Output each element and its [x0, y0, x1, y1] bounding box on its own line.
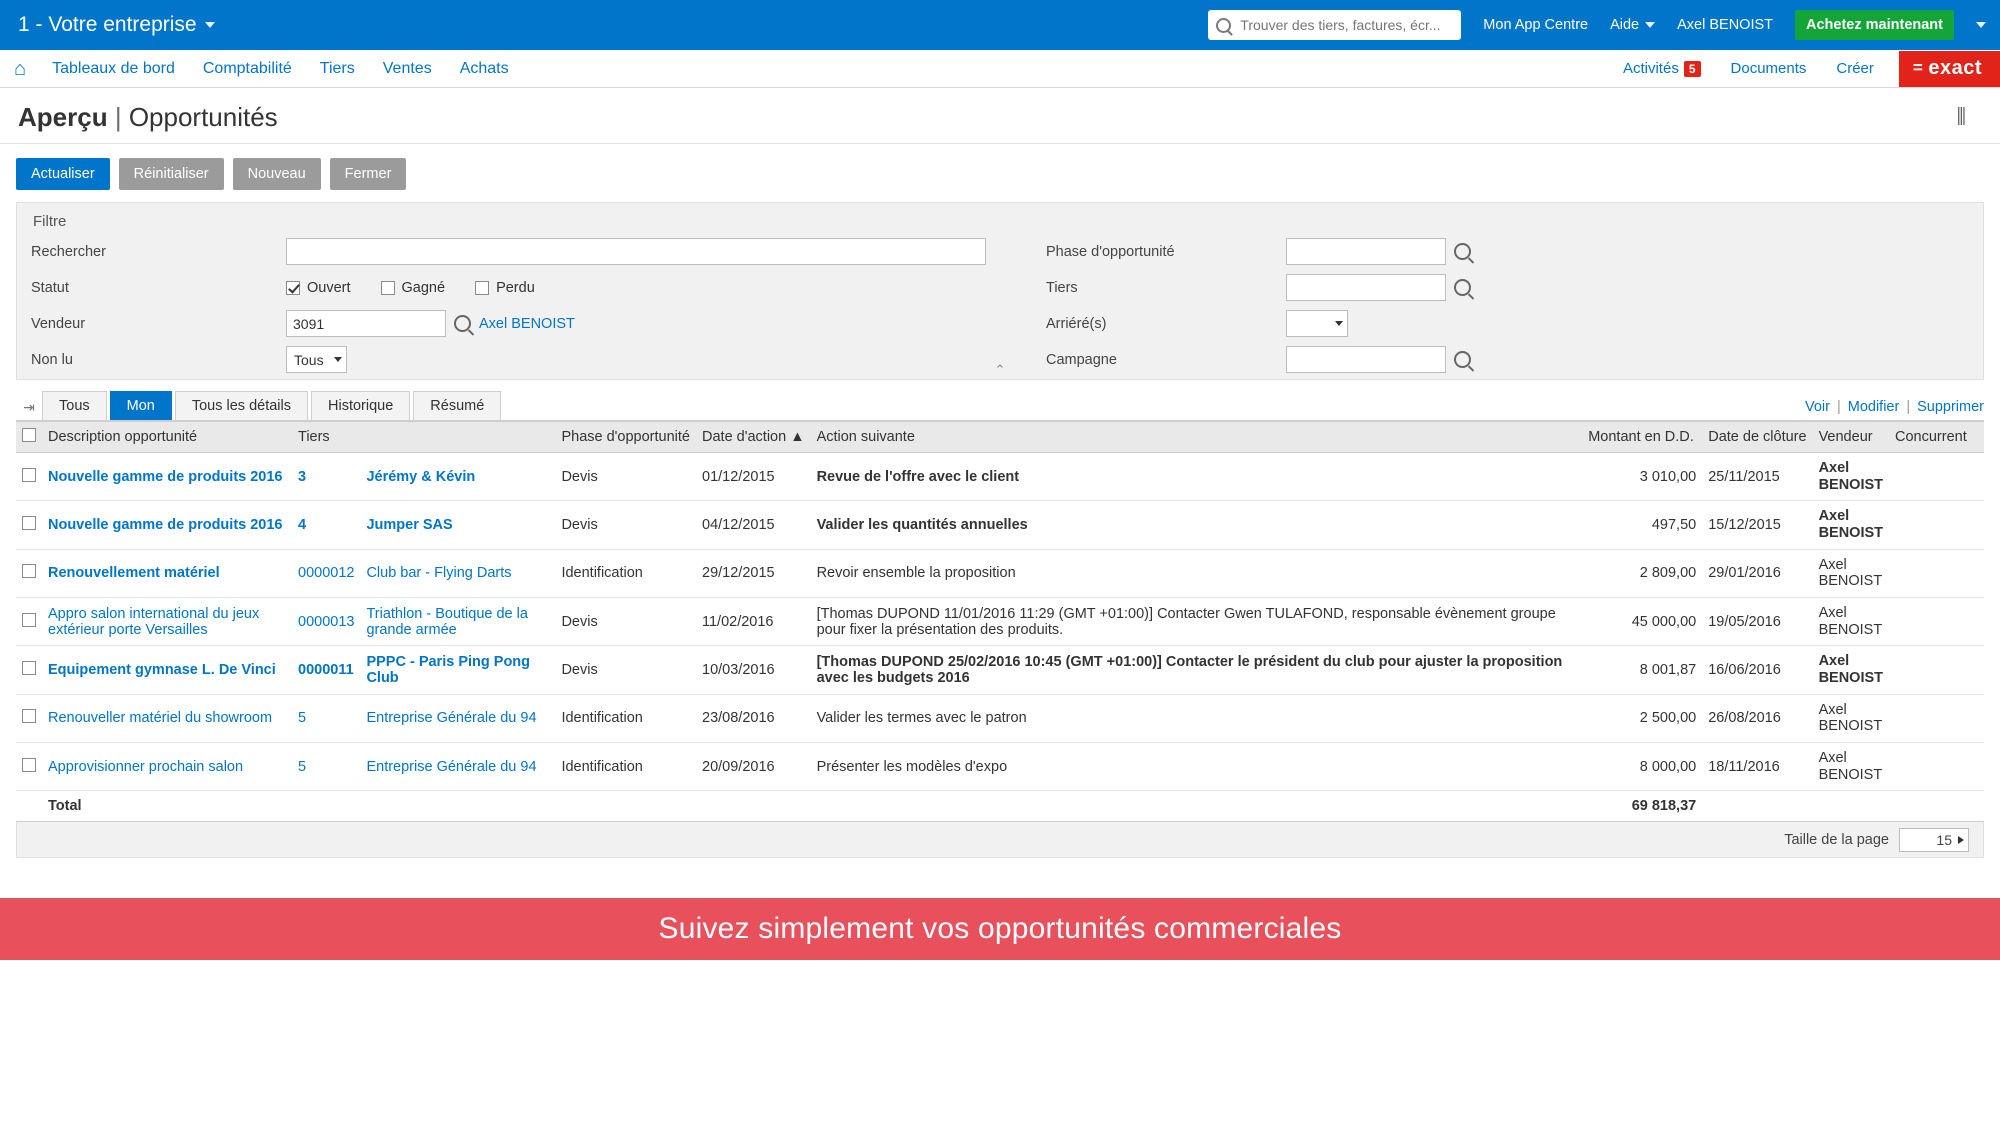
cell-next-action [811, 598, 1583, 646]
action-date-value: 23/08/2016 [702, 710, 775, 727]
cell-competitor [1889, 453, 1984, 501]
phase-value: Devis [561, 517, 598, 534]
action-date-value: 29/12/2015 [702, 565, 775, 582]
total-spacer [16, 791, 42, 822]
close-date-value: 26/08/2016 [1708, 710, 1781, 727]
party-name-link[interactable]: PPPC - Paris Ping Pong Club [366, 654, 531, 687]
col-amount[interactable]: Montant en D.D. [1582, 422, 1702, 453]
filter-overdue-select[interactable] [1286, 310, 1348, 337]
party-code-link[interactable]: 5 [298, 710, 307, 727]
global-search[interactable] [1208, 10, 1461, 40]
cell-description[interactable] [42, 743, 292, 791]
row-checkbox[interactable] [16, 549, 42, 597]
party-code-link[interactable]: 3 [298, 468, 307, 485]
cell-next-action [811, 743, 1583, 791]
cell-vendor [1813, 598, 1889, 646]
checkbox-icon[interactable] [22, 709, 36, 723]
search-icon [1216, 18, 1231, 33]
party-code-link[interactable]: 0000011 [298, 662, 354, 679]
cell-party-name[interactable] [360, 743, 555, 791]
checkbox-icon[interactable] [22, 428, 36, 442]
total-empty-1 [292, 791, 360, 822]
phase-value: Devis [561, 468, 598, 485]
party-code-link[interactable]: 0000013 [298, 613, 355, 630]
top-bar [0, 0, 2000, 50]
vendor-name-link[interactable]: Axel BENOIST [479, 315, 575, 332]
page-size-stepper[interactable] [1899, 828, 1969, 852]
vendor-lookup-icon[interactable] [454, 315, 471, 332]
party-name-link[interactable]: Entreprise Générale du 94 [366, 758, 537, 775]
amount-value: 45 000,00 [1631, 613, 1697, 630]
user-name[interactable]: Axel BENOIST [1677, 17, 1774, 33]
cell-party-name[interactable] [360, 694, 555, 742]
status-open-checkbox[interactable] [286, 280, 351, 296]
cell-phase [555, 646, 696, 694]
filter-panel [16, 202, 1984, 380]
close-button[interactable]: Fermer [330, 158, 407, 190]
cell-close-date [1702, 694, 1812, 742]
table-row[interactable] [16, 549, 1984, 597]
vendor-value: Axel BENOIST [1818, 750, 1883, 783]
top-bar-right [1208, 10, 2000, 40]
vendor-value: Axel BENOIST [1818, 605, 1883, 638]
vendor-value: Axel BENOIST [1818, 701, 1883, 735]
menu-item-accounting[interactable]: Comptabilité [202, 59, 292, 77]
close-date-value: 18/11/2016 [1708, 758, 1780, 775]
app-centre-link[interactable]: Mon App Centre [1483, 17, 1589, 33]
phase-value: Identification [561, 565, 643, 582]
cell-party-code[interactable] [292, 549, 360, 597]
checkbox-icon[interactable] [22, 661, 36, 675]
close-date-value: 19/05/2016 [1708, 613, 1781, 630]
delete-action[interactable]: Supprimer [1917, 399, 1984, 415]
party-code-link[interactable]: 5 [298, 758, 307, 775]
cell-close-date [1702, 646, 1812, 694]
col-description[interactable]: Description opportunité [42, 422, 292, 453]
cell-amount [1582, 743, 1702, 791]
cell-description[interactable] [42, 598, 292, 646]
page-settings-menu[interactable] [1957, 106, 1980, 129]
chevron-down-icon [1645, 22, 1655, 28]
company-selector[interactable] [0, 13, 215, 37]
menu-item-parties[interactable]: Tiers [319, 59, 355, 77]
amount-value: 2 500,00 [1639, 710, 1697, 727]
next-action-value: Revue de l'offre avec le client [816, 468, 1020, 485]
cell-amount [1582, 549, 1702, 597]
action-date-value: 20/09/2016 [702, 758, 775, 775]
vendor-value: Axel BENOIST [1818, 653, 1884, 687]
cell-action-date [696, 549, 811, 597]
activities-link[interactable] [1608, 60, 1716, 77]
cell-vendor [1813, 549, 1889, 597]
total-amount: 69 818,37 [1582, 791, 1702, 822]
cell-action-date [696, 646, 811, 694]
cell-close-date [1702, 453, 1812, 501]
row-actions [1805, 399, 1984, 420]
cell-party-name[interactable] [360, 453, 555, 501]
row-checkbox[interactable] [16, 694, 42, 742]
phase-value: Identification [561, 710, 643, 727]
total-empty-5 [811, 791, 1583, 822]
cell-vendor [1813, 501, 1889, 549]
page-title-sub: Opportunités [128, 102, 278, 132]
party-lookup-icon[interactable] [1454, 279, 1471, 296]
row-checkbox[interactable] [16, 598, 42, 646]
new-button[interactable]: Nouveau [233, 158, 321, 190]
cell-competitor [1889, 598, 1984, 646]
cell-close-date [1702, 598, 1812, 646]
status-lost-checkbox[interactable] [475, 280, 535, 296]
view-tabs [16, 390, 1984, 421]
table-total-row [16, 791, 1984, 822]
close-date-value: 16/06/2016 [1708, 662, 1781, 679]
separator: | [1836, 399, 1841, 415]
cell-party-name[interactable] [360, 646, 555, 694]
checkbox-icon[interactable] [22, 613, 36, 627]
exact-logo-text: exact [1928, 56, 1982, 79]
page-title-separator: | [114, 102, 122, 132]
col-vendor[interactable]: Vendeur [1813, 422, 1889, 453]
help-label: Aide [1610, 17, 1640, 33]
cell-description[interactable] [42, 694, 292, 742]
cell-party-code[interactable] [292, 501, 360, 549]
cell-close-date [1702, 501, 1812, 549]
total-empty-6 [1702, 791, 1812, 822]
table-row[interactable] [16, 598, 1984, 646]
opportunities-table [16, 421, 1984, 822]
search-field-label: Rechercher [31, 243, 106, 260]
action-button-bar [0, 144, 2000, 202]
filter-search-input[interactable] [286, 238, 986, 265]
cell-party-code[interactable] [292, 453, 360, 501]
party-name-link[interactable]: Triathlon - Boutique de la grande armée [366, 605, 528, 638]
chevron-right-icon[interactable] [1958, 836, 1964, 844]
documents-link[interactable]: Documents [1730, 60, 1807, 77]
page-title [18, 102, 278, 133]
action-date-value: 11/02/2016 [702, 613, 774, 630]
col-close-date[interactable]: Date de clôture [1702, 422, 1812, 453]
edit-action[interactable]: Modifier [1847, 399, 1900, 415]
close-date-value: 29/01/2016 [1708, 565, 1781, 582]
opportunity-link[interactable]: Renouveller matériel du showroom [48, 710, 273, 727]
col-next-action[interactable]: Action suivante [811, 422, 1583, 453]
cell-competitor [1889, 743, 1984, 791]
cell-close-date [1702, 549, 1812, 597]
cell-competitor [1889, 694, 1984, 742]
cell-party-code[interactable] [292, 743, 360, 791]
col-competitor[interactable]: Concurrent [1889, 422, 1984, 453]
total-empty-2 [360, 791, 555, 822]
main-menu-right [1608, 51, 2000, 87]
cell-action-date [696, 743, 811, 791]
status-field-label: Statut [31, 279, 69, 296]
vendor-field-label: Vendeur [31, 315, 86, 332]
cell-action-date [696, 453, 811, 501]
help-menu[interactable] [1610, 17, 1655, 33]
exact-logo [1899, 51, 2000, 87]
reset-button[interactable]: Réinitialiser [119, 158, 224, 190]
promo-banner-text: Suivez simplement vos opportunités commerciales [658, 912, 1342, 945]
opportunity-link[interactable]: Approvisionner prochain salon [48, 758, 244, 775]
cell-phase [555, 694, 696, 742]
row-checkbox[interactable] [16, 501, 42, 549]
close-date-value: 15/12/2015 [1708, 517, 1781, 534]
unread-field-label: Non lu [31, 351, 73, 368]
cell-competitor [1889, 646, 1984, 694]
party-name-link[interactable]: Club bar - Flying Darts [366, 565, 512, 582]
status-lost-label: Perdu [496, 279, 535, 296]
tab-mine[interactable]: Mon [110, 391, 172, 420]
party-name-link[interactable]: Jumper SAS [366, 517, 453, 534]
chevron-down-icon[interactable] [1970, 115, 1980, 121]
campaign-lookup-icon[interactable] [1454, 351, 1471, 368]
total-label: Total [42, 791, 292, 822]
filter-unread-select[interactable] [286, 346, 347, 373]
cell-vendor [1813, 694, 1889, 742]
cell-phase [555, 598, 696, 646]
phase-field-label: Phase d'opportunité [1046, 243, 1175, 260]
equals-icon: = [1912, 58, 1924, 77]
close-date-value: 25/11/2015 [1708, 468, 1780, 485]
overdue-field-label: Arriéré(s) [1046, 315, 1107, 332]
total-empty-3 [555, 791, 696, 822]
col-party-code[interactable]: Tiers [292, 422, 360, 453]
cell-vendor [1813, 743, 1889, 791]
cell-next-action [811, 646, 1583, 694]
table-row[interactable] [16, 646, 1984, 694]
table-row[interactable] [16, 694, 1984, 742]
cell-phase [555, 743, 696, 791]
checkbox-icon[interactable] [22, 564, 36, 578]
cell-close-date [1702, 743, 1812, 791]
cell-next-action [811, 501, 1583, 549]
checkbox-icon[interactable] [22, 468, 36, 482]
checkbox-icon [475, 281, 489, 295]
total-empty-8 [1889, 791, 1984, 822]
opportunity-link[interactable]: Renouvellement matériel [48, 565, 220, 582]
cell-description[interactable] [42, 646, 292, 694]
chevron-down-icon[interactable] [1976, 22, 1986, 28]
buy-now-button[interactable]: Achetez maintenant [1795, 10, 1954, 40]
table-row[interactable] [16, 743, 1984, 791]
cell-next-action [811, 694, 1583, 742]
party-name-link[interactable]: Entreprise Générale du 94 [366, 710, 537, 727]
col-phase[interactable]: Phase d'opportunité [555, 422, 696, 453]
amount-value: 3 010,00 [1639, 468, 1697, 485]
cell-party-name[interactable] [360, 549, 555, 597]
promo-banner [0, 898, 2000, 960]
chevron-down-icon [334, 357, 342, 362]
main-menu-bar [0, 50, 2000, 88]
party-name-link[interactable]: Jérémy & Kévin [366, 468, 476, 485]
cell-action-date [696, 501, 811, 549]
next-action-value: Revoir ensemble la proposition [816, 565, 1016, 582]
action-date-value: 01/12/2015 [702, 468, 775, 485]
cell-party-code[interactable] [292, 598, 360, 646]
activities-label: Activités [1622, 60, 1679, 77]
page-size-bar [16, 822, 1984, 858]
tab-all-details[interactable]: Tous les détails [175, 391, 308, 420]
page-size-label: Taille de la page [1784, 831, 1889, 848]
total-empty-4 [696, 791, 811, 822]
vendor-value: Axel BENOIST [1818, 556, 1883, 590]
search-input[interactable] [1238, 16, 1453, 34]
cell-party-code[interactable] [292, 646, 360, 694]
table-row[interactable] [16, 501, 1984, 549]
cell-amount [1582, 646, 1702, 694]
cell-amount [1582, 598, 1702, 646]
status-won-checkbox[interactable] [381, 280, 446, 296]
cell-vendor [1813, 453, 1889, 501]
next-action-value: [Thomas DUPOND 11/01/2016 11:29 (GMT +01:00)] Contacter Gwen TULAFOND, responsable évènement groupe pour fixer la présentation des produits. [816, 605, 1556, 638]
collapse-filter-icon[interactable]: ⌃ [994, 362, 1006, 377]
next-action-value: [Thomas DUPOND 25/02/2016 10:45 (GMT +01:00)] Contacter le président du club pour ajuster la proposition avec les budgets 2016 [816, 654, 1563, 687]
tab-all[interactable]: Tous [42, 391, 107, 420]
cell-amount [1582, 694, 1702, 742]
phase-lookup-icon[interactable] [1454, 243, 1471, 260]
refresh-button[interactable]: Actualiser [16, 158, 110, 190]
row-checkbox[interactable] [16, 743, 42, 791]
col-party-name[interactable] [360, 422, 555, 453]
menu-item-sales[interactable]: Ventes [382, 59, 432, 77]
party-code-link[interactable]: 0000012 [298, 565, 355, 582]
home-icon[interactable]: ⌂ [14, 57, 27, 80]
tab-history[interactable]: Historique [311, 391, 410, 420]
table-header-row [16, 422, 1984, 453]
amount-value: 2 809,00 [1639, 565, 1697, 582]
separator: | [1906, 399, 1911, 415]
filter-unread-value: Tous [294, 351, 324, 368]
party-code-link[interactable]: 4 [298, 517, 307, 534]
status-open-label: Ouvert [307, 279, 351, 296]
filter-party-input[interactable] [1286, 274, 1446, 301]
menu-item-dashboards[interactable]: Tableaux de bord [52, 59, 175, 77]
amount-value: 8 001,87 [1639, 662, 1697, 679]
opportunity-link[interactable]: Equipement gymnase L. De Vinci [48, 662, 276, 679]
company-name: 1 - Votre entreprise [18, 13, 197, 36]
row-checkbox[interactable] [16, 646, 42, 694]
row-checkbox[interactable] [16, 453, 42, 501]
cell-amount [1582, 453, 1702, 501]
action-date-value: 04/12/2015 [702, 517, 775, 534]
page-title-main: Aperçu [18, 102, 108, 132]
checkbox-icon [286, 281, 300, 295]
campaign-field-label: Campagne [1046, 351, 1117, 368]
chevron-down-icon [205, 22, 215, 28]
activities-badge: 5 [1684, 61, 1701, 77]
cell-amount [1582, 501, 1702, 549]
next-action-value: Valider les termes avec le patron [816, 710, 1027, 727]
action-date-value: 10/03/2016 [702, 662, 775, 679]
cell-description[interactable] [42, 453, 292, 501]
filter-campaign-input[interactable] [1286, 346, 1446, 373]
cell-party-name[interactable] [360, 598, 555, 646]
table-row[interactable] [16, 453, 1984, 501]
checkbox-icon [381, 281, 395, 295]
filter-title: Filtre [33, 213, 67, 230]
cell-competitor [1889, 501, 1984, 549]
status-won-label: Gagné [401, 279, 446, 296]
cell-vendor [1813, 646, 1889, 694]
phase-value: Identification [561, 758, 643, 775]
cell-description[interactable] [42, 549, 292, 597]
amount-value: 8 000,00 [1639, 758, 1697, 775]
party-field-label: Tiers [1046, 279, 1078, 296]
cell-party-code[interactable] [292, 694, 360, 742]
cell-phase [555, 549, 696, 597]
opportunity-link[interactable]: Nouvelle gamme de produits 2016 [48, 517, 283, 534]
page-size-value: 15 [1936, 831, 1952, 848]
phase-value: Devis [561, 662, 598, 679]
cell-next-action [811, 549, 1583, 597]
vendor-value: Axel BENOIST [1818, 508, 1884, 542]
cell-next-action [811, 453, 1583, 501]
opportunity-link[interactable]: Appro salon international du jeux extérieur porte Versailles [48, 605, 260, 638]
pin-icon[interactable]: ⇥ [23, 399, 35, 415]
table-body [16, 453, 1984, 791]
cell-action-date [696, 694, 811, 742]
tab-summary[interactable]: Résumé [413, 391, 501, 420]
cell-phase [555, 453, 696, 501]
col-action-date[interactable]: Date d'action ▲ [696, 422, 811, 453]
select-all-header[interactable] [16, 422, 42, 453]
cell-phase [555, 501, 696, 549]
next-action-value: Valider les quantités annuelles [816, 517, 1028, 534]
chevron-down-icon [1335, 321, 1343, 326]
columns-icon[interactable]: ⫼ [1956, 106, 1966, 128]
checkbox-icon[interactable] [22, 758, 36, 772]
page-header [0, 88, 2000, 144]
menu-item-purchases[interactable]: Achats [459, 59, 509, 77]
cell-party-name[interactable] [360, 501, 555, 549]
create-link[interactable]: Créer [1836, 60, 1874, 77]
opportunity-link[interactable]: Nouvelle gamme de produits 2016 [48, 468, 283, 485]
view-action[interactable]: Voir [1804, 399, 1830, 415]
cell-action-date [696, 598, 811, 646]
next-action-value: Présenter les modèles d'expo [816, 758, 1008, 775]
phase-value: Devis [561, 613, 598, 630]
vendor-value: Axel BENOIST [1818, 460, 1884, 493]
checkbox-icon[interactable] [22, 516, 36, 530]
cell-description[interactable] [42, 501, 292, 549]
filter-vendor-input[interactable] [286, 310, 446, 337]
cell-competitor [1889, 549, 1984, 597]
total-empty-7 [1813, 791, 1889, 822]
filter-phase-input[interactable] [1286, 238, 1446, 265]
amount-value: 497,50 [1651, 517, 1697, 534]
